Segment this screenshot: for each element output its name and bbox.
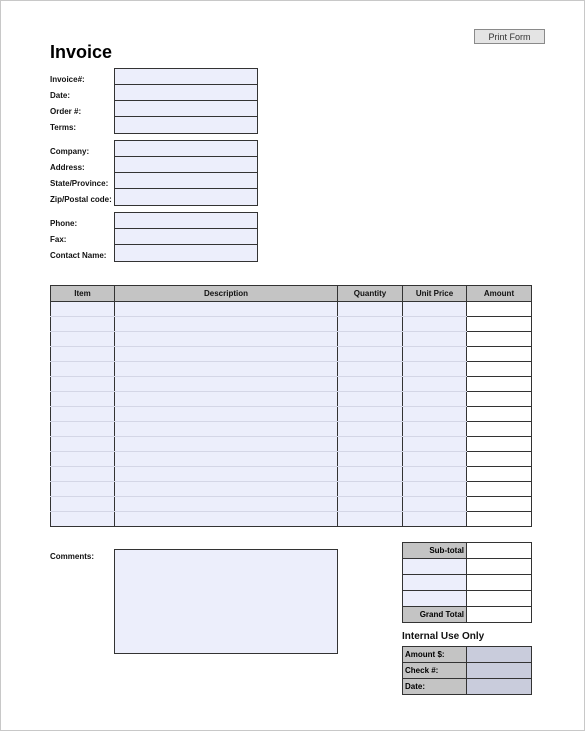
description-cell[interactable] <box>115 377 338 392</box>
amount-cell[interactable] <box>467 347 532 362</box>
description-cell[interactable] <box>115 437 338 452</box>
quantity-cell[interactable] <box>338 407 403 422</box>
table-row <box>51 377 532 392</box>
address-label: Address: <box>50 163 85 172</box>
quantity-cell[interactable] <box>338 392 403 407</box>
description-cell[interactable] <box>115 317 338 332</box>
unit-price-cell[interactable] <box>403 362 467 377</box>
table-row <box>51 452 532 467</box>
zip-postal-field[interactable] <box>115 189 257 205</box>
internal-date-label: Date: <box>403 679 467 695</box>
contact-name-field[interactable] <box>115 245 257 261</box>
quantity-cell[interactable] <box>338 467 403 482</box>
quantity-cell[interactable] <box>338 482 403 497</box>
internal-row <box>403 663 532 679</box>
internal-date-field[interactable] <box>467 679 532 695</box>
description-cell[interactable] <box>115 482 338 497</box>
table-row <box>51 467 532 482</box>
check-number-field[interactable] <box>467 663 532 679</box>
address-field[interactable] <box>115 157 257 173</box>
contact-name-label: Contact Name: <box>50 251 107 260</box>
amount-cell[interactable] <box>467 332 532 347</box>
totals-row <box>403 559 532 575</box>
amount-cell[interactable] <box>467 452 532 467</box>
phone-label: Phone: <box>50 219 78 228</box>
date-label: Date: <box>50 91 71 100</box>
description-cell[interactable] <box>115 407 338 422</box>
amount-cell[interactable] <box>467 377 532 392</box>
totals-extra-label-1[interactable] <box>403 559 467 575</box>
comments-field[interactable] <box>114 549 338 654</box>
unit-price-cell[interactable] <box>403 482 467 497</box>
totals-row <box>403 591 532 607</box>
subtotal-label: Sub-total <box>403 543 467 559</box>
table-row <box>51 422 532 437</box>
table-row <box>51 482 532 497</box>
company-fields-box <box>114 140 258 206</box>
amount-cell[interactable] <box>467 422 532 437</box>
amount-cell[interactable] <box>467 407 532 422</box>
phone-field[interactable] <box>115 213 257 229</box>
item-cell[interactable] <box>51 362 115 377</box>
quantity-cell[interactable] <box>338 362 403 377</box>
internal-use-title: Internal Use Only <box>402 631 485 642</box>
item-cell[interactable] <box>51 467 115 482</box>
fax-label: Fax: <box>50 235 67 244</box>
quantity-cell[interactable] <box>338 497 403 512</box>
table-header-row <box>51 286 532 302</box>
amount-label: Amount $: <box>403 647 467 663</box>
description-cell[interactable] <box>115 332 338 347</box>
item-cell[interactable] <box>51 317 115 332</box>
quantity-cell[interactable] <box>338 347 403 362</box>
grand-total-label: Grand Total <box>403 607 467 623</box>
internal-use-table <box>402 646 532 695</box>
totals-extra-label-3[interactable] <box>403 591 467 607</box>
description-cell[interactable] <box>115 302 338 317</box>
unit-price-cell[interactable] <box>403 512 467 527</box>
item-cell[interactable] <box>51 437 115 452</box>
quantity-cell[interactable] <box>338 332 403 347</box>
description-cell[interactable] <box>115 362 338 377</box>
state-province-field[interactable] <box>115 173 257 189</box>
unit-price-cell[interactable] <box>403 347 467 362</box>
internal-row <box>403 647 532 663</box>
amount-cell[interactable] <box>467 482 532 497</box>
unit-price-cell[interactable] <box>403 452 467 467</box>
subtotal-row <box>403 543 532 559</box>
unit-price-cell[interactable] <box>403 407 467 422</box>
item-cell[interactable] <box>51 332 115 347</box>
page-title: Invoice <box>50 42 113 62</box>
unit-price-cell[interactable] <box>403 302 467 317</box>
unit-price-cell[interactable] <box>403 437 467 452</box>
totals-table <box>402 542 532 623</box>
description-cell[interactable] <box>115 422 338 437</box>
totals-extra-field-1[interactable] <box>467 559 532 575</box>
description-cell[interactable] <box>115 347 338 362</box>
table-row <box>51 392 532 407</box>
contact-fields-box <box>114 212 258 262</box>
unit-price-cell[interactable] <box>403 422 467 437</box>
description-cell[interactable] <box>115 497 338 512</box>
column-header-quantity: Quantity <box>338 286 403 302</box>
grand-total-row <box>403 607 532 623</box>
quantity-cell[interactable] <box>338 437 403 452</box>
amount-cell[interactable] <box>467 317 532 332</box>
column-header-description: Description <box>115 286 338 302</box>
invoice-number-field[interactable] <box>115 69 257 85</box>
item-cell[interactable] <box>51 347 115 362</box>
table-row <box>51 362 532 377</box>
unit-price-cell[interactable] <box>403 317 467 332</box>
totals-extra-field-3[interactable] <box>467 591 532 607</box>
order-number-label: Order #: <box>50 107 82 116</box>
description-cell[interactable] <box>115 392 338 407</box>
amount-cell[interactable] <box>467 497 532 512</box>
company-label: Company: <box>50 147 90 156</box>
table-row <box>51 437 532 452</box>
item-cell[interactable] <box>51 302 115 317</box>
terms-label: Terms: <box>50 123 77 132</box>
amount-cell[interactable] <box>467 467 532 482</box>
terms-field[interactable] <box>115 117 257 133</box>
company-field[interactable] <box>115 141 257 157</box>
item-cell[interactable] <box>51 512 115 527</box>
comments-label: Comments: <box>50 552 95 561</box>
description-cell[interactable] <box>115 512 338 527</box>
unit-price-cell[interactable] <box>403 392 467 407</box>
amount-cell[interactable] <box>467 392 532 407</box>
grand-total-field[interactable] <box>467 607 532 623</box>
item-cell[interactable] <box>51 452 115 467</box>
table-row <box>51 512 532 527</box>
unit-price-cell[interactable] <box>403 332 467 347</box>
quantity-cell[interactable] <box>338 302 403 317</box>
item-cell[interactable] <box>51 407 115 422</box>
quantity-cell[interactable] <box>338 422 403 437</box>
quantity-cell[interactable] <box>338 512 403 527</box>
item-cell[interactable] <box>51 482 115 497</box>
invoice-fields-box <box>114 68 258 134</box>
quantity-cell[interactable] <box>338 452 403 467</box>
item-cell[interactable] <box>51 422 115 437</box>
column-header-item: Item <box>51 286 115 302</box>
description-cell[interactable] <box>115 467 338 482</box>
unit-price-cell[interactable] <box>403 467 467 482</box>
order-number-field[interactable] <box>115 101 257 117</box>
column-header-amount: Amount <box>467 286 532 302</box>
amount-cell[interactable] <box>467 437 532 452</box>
item-cell[interactable] <box>51 497 115 512</box>
quantity-cell[interactable] <box>338 317 403 332</box>
zip-postal-label: Zip/Postal code: <box>50 195 112 204</box>
subtotal-field[interactable] <box>467 543 532 559</box>
amount-cell[interactable] <box>467 302 532 317</box>
table-row <box>51 407 532 422</box>
table-row <box>51 332 532 347</box>
quantity-cell[interactable] <box>338 377 403 392</box>
amount-field[interactable] <box>467 647 532 663</box>
column-header-unit-price: Unit Price <box>403 286 467 302</box>
totals-row <box>403 575 532 591</box>
invoice-number-label: Invoice#: <box>50 75 85 84</box>
internal-row <box>403 679 532 695</box>
line-items-table <box>50 285 532 527</box>
item-cell[interactable] <box>51 392 115 407</box>
check-number-label: Check #: <box>403 663 467 679</box>
item-cell[interactable] <box>51 377 115 392</box>
description-cell[interactable] <box>115 452 338 467</box>
unit-price-cell[interactable] <box>403 497 467 512</box>
table-row <box>51 317 532 332</box>
amount-cell[interactable] <box>467 362 532 377</box>
print-form-button[interactable]: Print Form <box>474 29 545 44</box>
state-province-label: State/Province: <box>50 179 109 188</box>
fax-field[interactable] <box>115 229 257 245</box>
totals-extra-label-2[interactable] <box>403 575 467 591</box>
date-field[interactable] <box>115 85 257 101</box>
table-row <box>51 302 532 317</box>
table-row <box>51 347 532 362</box>
totals-extra-field-2[interactable] <box>467 575 532 591</box>
table-row <box>51 497 532 512</box>
amount-cell[interactable] <box>467 512 532 527</box>
unit-price-cell[interactable] <box>403 377 467 392</box>
